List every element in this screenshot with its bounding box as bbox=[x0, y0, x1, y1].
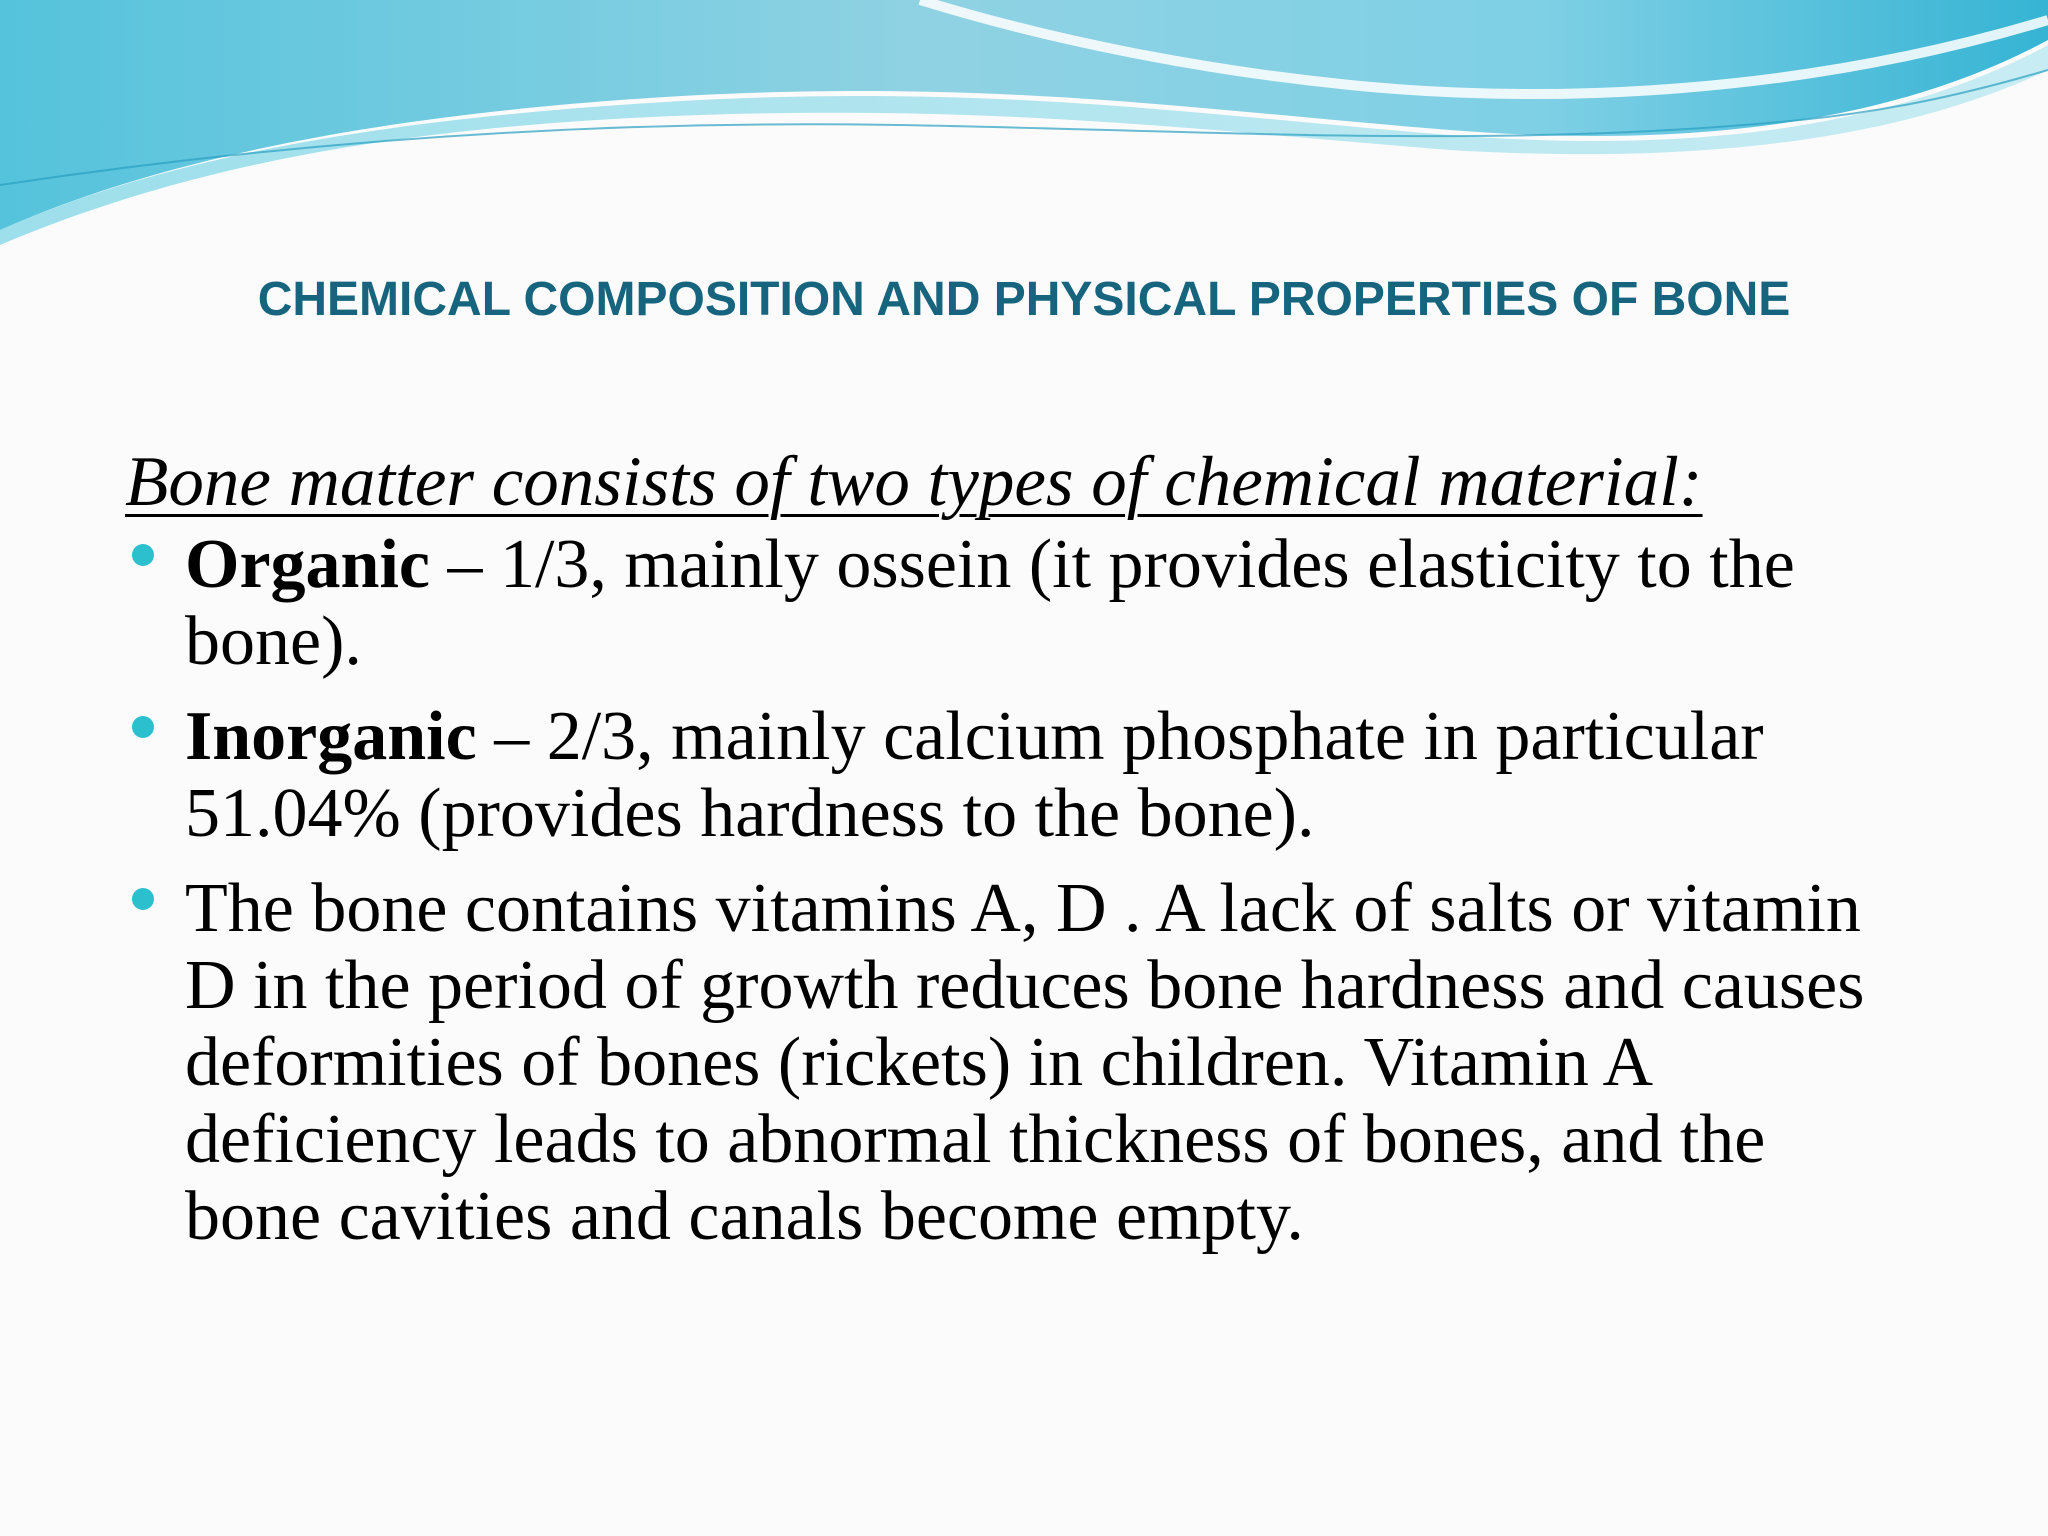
bullet-item-vitamins bbox=[125, 870, 1915, 1255]
bullet-dot-icon bbox=[132, 716, 154, 738]
bullet-text: The bone contains vitamins A, D . A lack of salts or vitamin D in the period of growth reduces bone hardness and causes deformities of bones (rickets) in children. Vitamin A deficiency leads to abnormal thickness of bones, and the bone cavities and canals become empty. bbox=[185, 870, 1865, 1255]
bullet-dot-icon bbox=[132, 544, 154, 566]
bullet-list bbox=[125, 526, 1915, 1255]
bullet-text: – 2/3, mainly calcium phosphate in particular 51.04% (provides hardness to the bone). bbox=[185, 698, 1764, 852]
bullet-dot-icon bbox=[132, 888, 154, 910]
header-wave-decoration bbox=[0, 0, 2048, 260]
intro-heading: Bone matter consists of two types of chemical material: bbox=[125, 443, 1703, 521]
slide-title: CHEMICAL COMPOSITION AND PHYSICAL PROPERTIES OF BONE bbox=[257, 273, 1791, 326]
bullet-item-inorganic bbox=[125, 698, 1915, 852]
bullet-term: Organic bbox=[185, 526, 430, 603]
bullet-item-organic bbox=[125, 526, 1915, 680]
slide-content bbox=[125, 438, 1915, 1273]
bullet-term: Inorganic bbox=[185, 698, 477, 775]
bullet-text: – 1/3, mainly ossein (it provides elasticity to the bone). bbox=[185, 526, 1795, 680]
